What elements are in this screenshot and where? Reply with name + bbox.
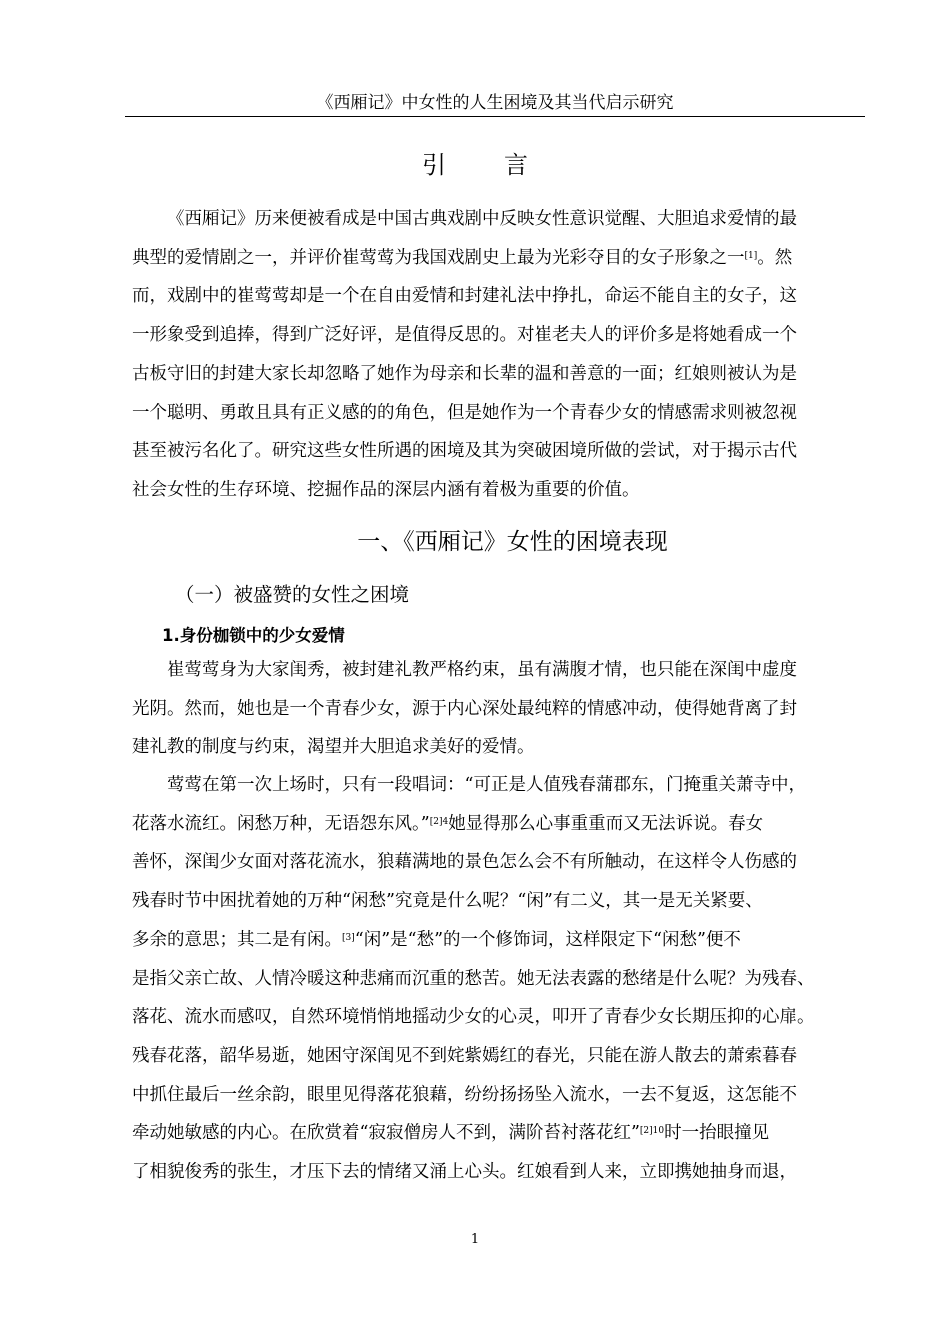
para-line: 善怀，深闺少女面对落花流水，狼藉满地的景色怎么会不有所触动，在这样令人伤感的 — [132, 852, 797, 873]
section-heading: 一、《西厢记》女性的困境表现 — [357, 529, 668, 555]
para-line: 多余的意思；其二是有闲。[3]“闲”是“愁”的一个修饰词，这样限定下“闲愁”便不 — [132, 929, 741, 950]
subsubsection-heading: 1.身份枷锁中的少女爱情 — [162, 626, 345, 645]
para-line: 崔莺莺身为大家闺秀，被封建礼教严格约束，虽有满腹才情，也只能在深闺中虚度 — [167, 660, 797, 680]
running-header: 《西厢记》中女性的人生困境及其当代启示研究 — [316, 93, 674, 113]
para-line: 牵动她敏感的内心。在欣赏着“寂寂僧房人不到，满阶苔衬落花红”$^{[2]10}$时一抬眼撞见 — [132, 1123, 770, 1144]
subsection-heading: （一）被盛赞的女性之困境 — [175, 583, 410, 606]
intro-line: 一形象受到追捧，得到广泛好评，是值得反思的。对崔老夫人的评价多是将她看成一个 — [132, 325, 797, 346]
intro-paragraph — [132, 200, 862, 510]
intro-title-char-2: 言 — [504, 151, 528, 179]
para-line: 是指父亲亡故、人情冷暖这种悲痛而沉重的愁苦。她无法表露的愁绪是什么呢？为残春、 — [132, 968, 815, 989]
intro-line: 甚至被污名化了。研究这些女性所遇的困境及其为突破困境所做的尝试，对于揭示古代 — [132, 441, 797, 462]
para-line: 中抓住最后一丝余韵，眼里见得落花狼藉，纷纷扬扬坠入流水，一去不复返，这怎能不 — [132, 1084, 797, 1105]
para-line: 残春时节中困扰着她的万种“闲愁”究竟是什么呢？“闲”有二义，其一是无关紧要、 — [132, 891, 763, 912]
para-line: 莺莺在第一次上场时，只有一段唱词：“可正是人值残春蒲郡东，门掩重关萧寺中， — [167, 775, 806, 795]
intro-line: 一个聪明、勇敢且具有正义感的的角色，但是她作为一个青春少女的情感需求则被忽视 — [132, 402, 797, 423]
intro-line: 《西厢记》历来便被看成是中国古典戏剧中反映女性意识觉醒、大胆追求爱情的最 — [167, 209, 797, 229]
para-line: 花落水流红。闲愁万种，无语怨东风。”$^{[2]4}$她显得那么心事重重而又无法诉说。春女 — [132, 813, 764, 834]
intro-title-char-1: 引 — [422, 151, 446, 179]
intro-line: 典型的爱情剧之一，并评价崔莺莺为我国戏剧史上最为光彩夺目的女子形象之一[1]。然 — [132, 247, 793, 268]
para-line: 落花、流水而感叹，自然环境悄悄地摇动少女的心灵，叩开了青春少女长期压抑的心扉。 — [132, 1007, 815, 1028]
intro-title — [0, 150, 950, 180]
citation: [1] — [744, 250, 758, 261]
intro-line: 社会女性的生存环境、挖掘作品的深层内涵有着极为重要的价值。 — [132, 479, 640, 500]
header-rule — [125, 116, 865, 117]
citation: [2]4 — [429, 816, 449, 827]
intro-line: 古板守旧的封建大家长却忽略了她作为母亲和长辈的温和善意的一面；红娘则被认为是 — [132, 363, 797, 384]
body-paragraph — [132, 766, 862, 1192]
para-line: 了相貌俊秀的张生，才压下去的情绪又涌上心头。红娘看到人来，立即携她抽身而退， — [132, 1162, 797, 1183]
para-line: 光阴。然而，她也是一个青春少女，源于内心深处最纯粹的情感冲动，使得她背离了封 — [132, 698, 797, 719]
body-paragraph — [132, 651, 862, 767]
para-line: 残春花落，韶华易逝，她困守深闺见不到姹紫嫣红的春光，只能在游人散去的萧索暮春 — [132, 1045, 797, 1066]
citation: [3] — [342, 932, 355, 943]
intro-line: 而，戏剧中的崔莺莺却是一个在自由爱情和封建礼法中挣扎，命运不能自主的女子，这 — [132, 286, 797, 307]
page-number: 1 — [470, 1232, 480, 1247]
para-line: 建礼教的制度与约束，渴望并大胆追求美好的爱情。 — [132, 737, 535, 758]
citation: [2]10 — [639, 1126, 665, 1137]
